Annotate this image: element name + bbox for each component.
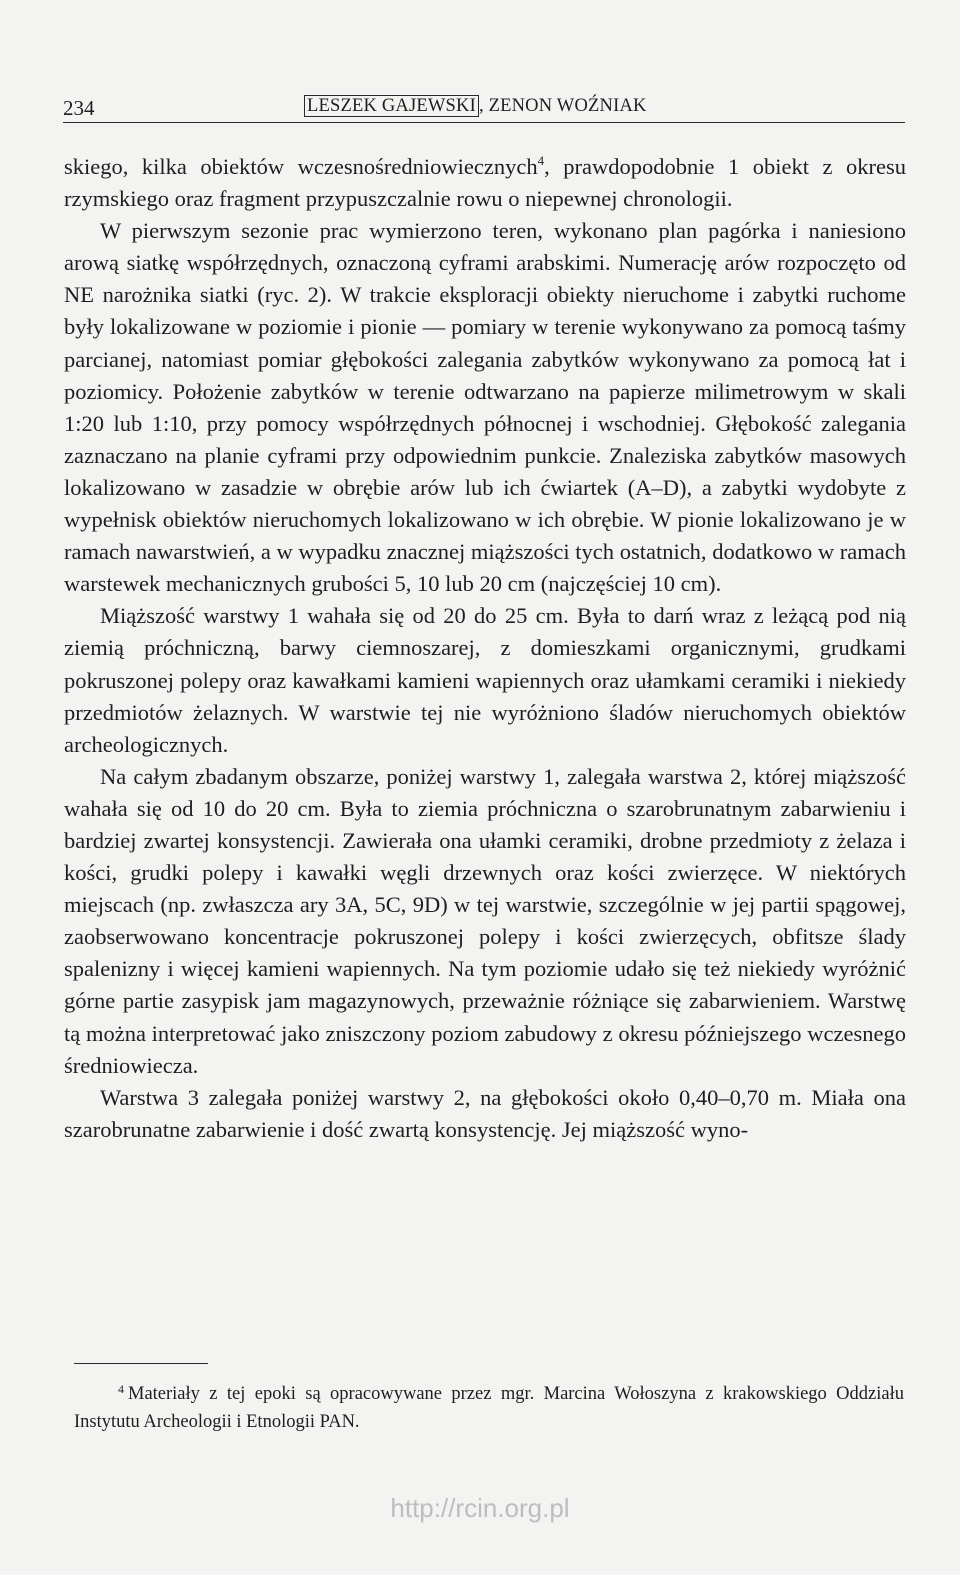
paragraph-5: Warstwa 3 zalegała poniżej warstwy 2, na głębokości około 0,40–0,70 m. Miała ona szarobrunatne zabarwienie i dość zwartą konsystencję. Jej miąższość wyno- xyxy=(64,1084,906,1142)
paragraph-1-text-b: , prawdopodobnie 1 obiekt z okresu rzymskiego oraz fragment przypuszczalnie rowu o niepewnej chronologii. xyxy=(64,154,906,212)
footnote xyxy=(74,1380,904,1436)
footnote-divider xyxy=(74,1363,208,1364)
author-name: ZENON WOŹNIAK xyxy=(488,96,647,116)
footnote-reference[interactable]: 4 xyxy=(537,153,545,168)
footnote-text: Materiały z tej epoki są opracowywane przez mgr. Marcina Wołoszyna z krakowskiego Oddziału Instytutu Archeologii i Etnologii PAN. xyxy=(74,1384,904,1432)
watermark-url: http://rcin.org.pl xyxy=(390,1493,570,1523)
paragraph-3: Miąższość warstwy 1 wahała się od 20 do 25 cm. Była to darń wraz z leżącą pod nią ziemią próchniczną, barwy ciemnoszarej, z domieszkami organicznymi, grudkami pokruszonej polepy oraz kawałkami kamieni wapiennych oraz ułamkami ceramiki i niekiedy przedmiotów żelaznych. W warstwie tej nie wyróżniono śladów nieruchomych obiektów archeologicznych. xyxy=(64,603,906,757)
running-header xyxy=(63,92,905,123)
paragraph-2: W pierwszym sezonie prac wymierzono teren, wykonano plan pagórka i naniesiono arową siatkę współrzędnych, oznaczoną cyframi arabskimi. Numerację arów rozpoczęto od NE narożnika siatki (ryc. 2). W trakcie eksploracji obiekty nieruchome i zabytki ruchome były lokalizowane w poziomie i pionie — pomiary w terenie wykonywano za pomocą taśmy parcianej, natomiast pomiar głębokości zalegania zabytków wykonywano za pomocą łat i poziomicy. Położenie zabytków w terenie odtwarzano na papierze milimetrowym w skali 1:20 lub 1:10, przy pomocy współrzędnych północnej i wschodniej. Głębokość zalegania zaznaczano na planie cyframi przy odpowiednim punkcie. Znaleziska zabytków masowych lokalizowano w zasadzie w obrębie arów lub ich ćwiartek (A–D), a zabytki wydobyte z wypełnisk obiektów nieruchomych lokalizowano w ich obrębie. W pionie lokalizowano je w ramach nawarstwień, a w wypadku znacznej miąższości tych ostatnich, dodatkowo w ramach warstewek mechanicznych grubości 5, 10 lub 20 cm (najczęściej 10 cm). xyxy=(64,218,906,597)
author-boxed-name: LESZEK GAJEWSKI xyxy=(304,95,479,117)
running-header-authors xyxy=(304,96,647,117)
footnote-mark: 4 xyxy=(118,1382,124,1396)
paragraph-4: Na całym zbadanym obszarze, poniżej warstwy 1, zalegała warstwa 2, której miąższość wahała się od 10 do 20 cm. Była to ziemia próchniczna o szarobrunatnym zabarwieniu i bardziej zwartej konsystencji. Zawierała ona ułamki ceramiki, drobne przedmioty z żelaza i kości, grudki polepy i kawałki węgli drzewnych oraz kości zwierzęce. W niektórych miejscach (np. zwłaszcza ary 3A, 5C, 9D) w tej warstwie, szczególnie w jej partii spągowej, zaobserwowano koncentracje pokruszonej polepy i kości zwierzęcych, obfitsze ślady spalenizny i więcej kamieni wapiennych. Na tym poziomie udało się też niekiedy wyróżnić górne partie zasypisk jam magazynowych, przeważnie różniące się zabarwieniem. Warstwę tą można interpretować jako zniszczony poziom zabudowy z okresu późniejszego wczesnego średniowiecza. xyxy=(64,763,906,1078)
paragraph-1-text-a: skiego, kilka obiektów wczesnośredniowiecznych xyxy=(64,154,538,179)
page-number: 234 xyxy=(63,96,95,120)
body-text xyxy=(64,151,906,1146)
author-separator: , xyxy=(478,96,489,116)
paragraph-1 xyxy=(64,151,906,215)
